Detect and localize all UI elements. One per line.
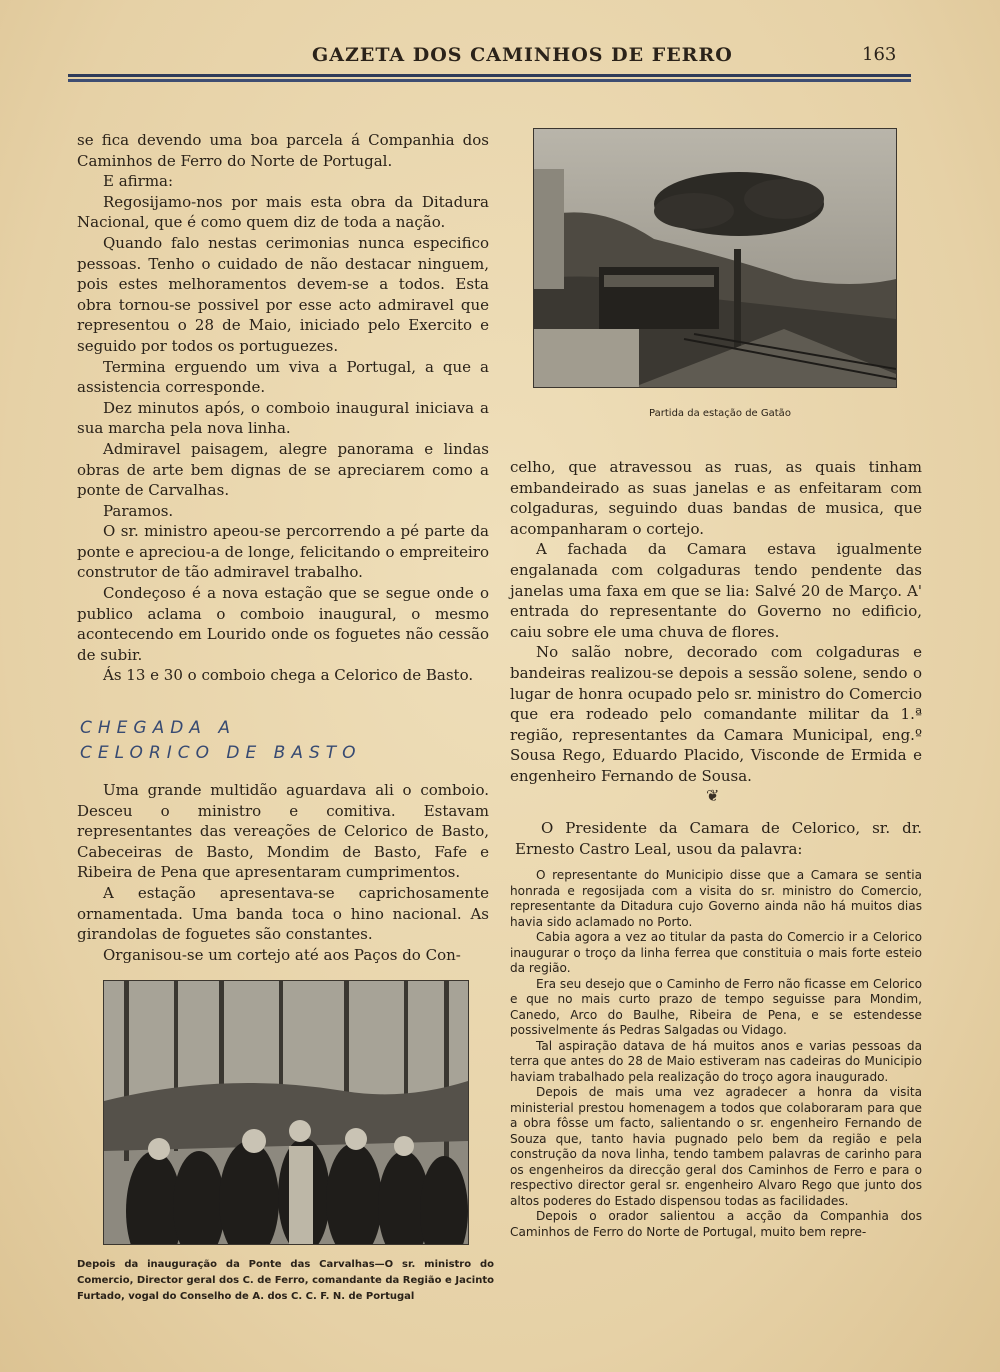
paragraph: se fica devendo uma boa parcela á Companhia dos Caminhos de Ferro do Norte de Portugal. [77, 131, 489, 170]
right-column-text [510, 457, 922, 787]
paragraph: celho, que atravessou as ruas, as quais tinham embandeirado as suas janelas e as enfeitaram com colgaduras, seguindo duas bandas de musica, que acompanharam o cortejo. [510, 458, 922, 538]
paragraph: A fachada da Camara estava igualmente engalanada com colgaduras tendo pendente das janelas uma faxa em que se lia: Salvé 20 de Março. A' entrada do representante do Governo no edificio, caiu sobre ele uma chuva de flores. [510, 540, 922, 641]
paragraph: O Presidente da Camara de Celorico, sr. dr. Ernesto Castro Leal, usou da palavra: [515, 819, 922, 858]
left-column-text [77, 130, 489, 686]
paragraph: No salão nobre, decorado com colgaduras e bandeiras realizou-se depois a sessão solene, sendo o lugar de honra ocupado pelo sr. ministro do Comercio que era rodeado pelo comandante militar da 1.ª região, representantes da Camara Municipal, eng.º Sousa Rego, Eduardo Placido, Visconde de Ermida e engenheiro Fernando de Sousa. [510, 643, 922, 785]
paragraph: Era seu desejo que o Caminho de Ferro não ficasse em Celorico e que no mais curto prazo de tempo seguisse para Mondim, Canedo, Arco do Baulhe, Ribeira de Pena, e se estendesse possivelmente ás Pedras Salgadas ou Vidago. [510, 976, 922, 1037]
paragraph: O sr. ministro apeou-se percorrendo a pé parte da ponte e apreciou-a de longe, felicitando o empreiteiro construtor de tão admiravel trabalho. [77, 522, 489, 582]
header-rule [68, 74, 911, 77]
paragraph: A estação apresentava-se caprichosamente ornamentada. Uma banda toca o hino nacional. As girandolas de foguetes são constantes. [77, 883, 489, 944]
section-heading: CHEGADA A CELORICO DE BASTO [80, 718, 362, 763]
photo-illustration [534, 129, 896, 387]
photo-caption: Depois da inauguração da Ponte das Carvalhas—O sr. ministro do Comercio, Director geral dos C. de Ferro, comandante da Região e Jacinto Furtado, vogal do Conselho de A. dos C. C. F. N. de Portugal [77, 1259, 494, 1302]
paragraph: Cabia agora a vez ao titular da pasta do Comercio ir a Celorico inaugurar o troço da linha ferrea que constituia o mais forte esteio da região. [510, 930, 922, 975]
paragraph: Uma grande multidão aguardava ali o comboio. Desceu o ministro e comitiva. Estavam representantes das vereações de Celorico de Basto, Cabeceiras de Basto, Mondim de Basto, Fafe e Ribeira de Pena que apresentaram cumprimentos. [77, 781, 489, 882]
train-departure-photo [533, 128, 897, 388]
paragraph: Dez minutos após, o comboio inaugural iniciava a sua marcha pela nova linha. [77, 398, 489, 438]
header-rule-secondary [68, 79, 911, 82]
paragraph: E afirma: [103, 172, 174, 191]
photo-illustration [104, 981, 468, 1244]
speech-text [510, 868, 922, 1240]
ornament-icon: ❦ [706, 786, 720, 805]
paragraph: Depois de mais uma vez agradecer a honra da visita ministerial prestou homenagem a todos que colaboraram para que a obra fôsse um facto, salientando o sr. engenheiro Fernando de Souza que, tanto havia pugnado pelo bem da região e pela construção da nova linha, tendo tambem palavras de carinho para os engenheiros da direcção geral dos Caminhos de Ferro e para o respectivo director geral sr. engenheiro Alvaro Rego que junto dos altos poderes do Estado dispensou todas as facilidades. [510, 1085, 922, 1208]
paragraph: Depois o orador salientou a acção da Companhia dos Caminhos de Ferro do Norte de Portugal, muito bem repre- [510, 1209, 922, 1239]
paragraph: Tal aspiração datava de há muitos anos e varias pessoas da terra que antes do 28 de Maio estiveram nas cadeiras do Municipio haviam trabalhado pela realização do troço agora inaugurado. [510, 1038, 922, 1084]
paragraph: Termina erguendo um viva a Portugal, a que a assistencia corresponde. [77, 357, 489, 397]
section-text [77, 780, 489, 965]
photo-caption: Partida da estação de Gatão [649, 408, 791, 419]
paragraph: Organisou-se um cortejo até aos Paços do Con- [103, 945, 461, 964]
publication-title: GAZETA DOS CAMINHOS DE FERRO [312, 44, 733, 66]
paragraph: Quando falo nestas cerimonias nunca especifico pessoas. Tenho o cuidado de não destacar ninguem, pois estes melhoramentos devem-se a todos. Esta obra tornou-se possivel por esse acto admiravel que representou o 28 de Maio, iniciado pelo Exercito e seguido por todos os portuguezes. [77, 233, 489, 355]
paragraph: Admiravel paisagem, alegre panorama e lindas obras de arte bem dignas de se apreciarem como a ponte de Carvalhas. [77, 439, 489, 500]
paragraph: Paramos. [103, 501, 174, 520]
page-number: 163 [862, 44, 897, 65]
paragraph: Regosijamo-nos por mais esta obra da Ditadura Nacional, que é como quem diz de toda a nação. [77, 192, 489, 232]
paragraph: Ás 13 e 30 o comboio chega a Celorico de Basto. [103, 666, 474, 685]
paragraph: Condeçoso é a nova estação que se segue onde o publico aclama o comboio inaugural, o mesmo acontecendo em Lourido onde os foguetes não cessão de subir. [77, 584, 489, 664]
paragraph: O representante do Municipio disse que a Camara se sentia honrada e regosijada com a visita do sr. ministro do Comercio, representante da Ditadura cujo Governo ainda não há muitos dias havia sido aclamado no Porto. [510, 868, 922, 929]
officials-group-photo [103, 980, 469, 1245]
speech-intro [515, 818, 922, 859]
